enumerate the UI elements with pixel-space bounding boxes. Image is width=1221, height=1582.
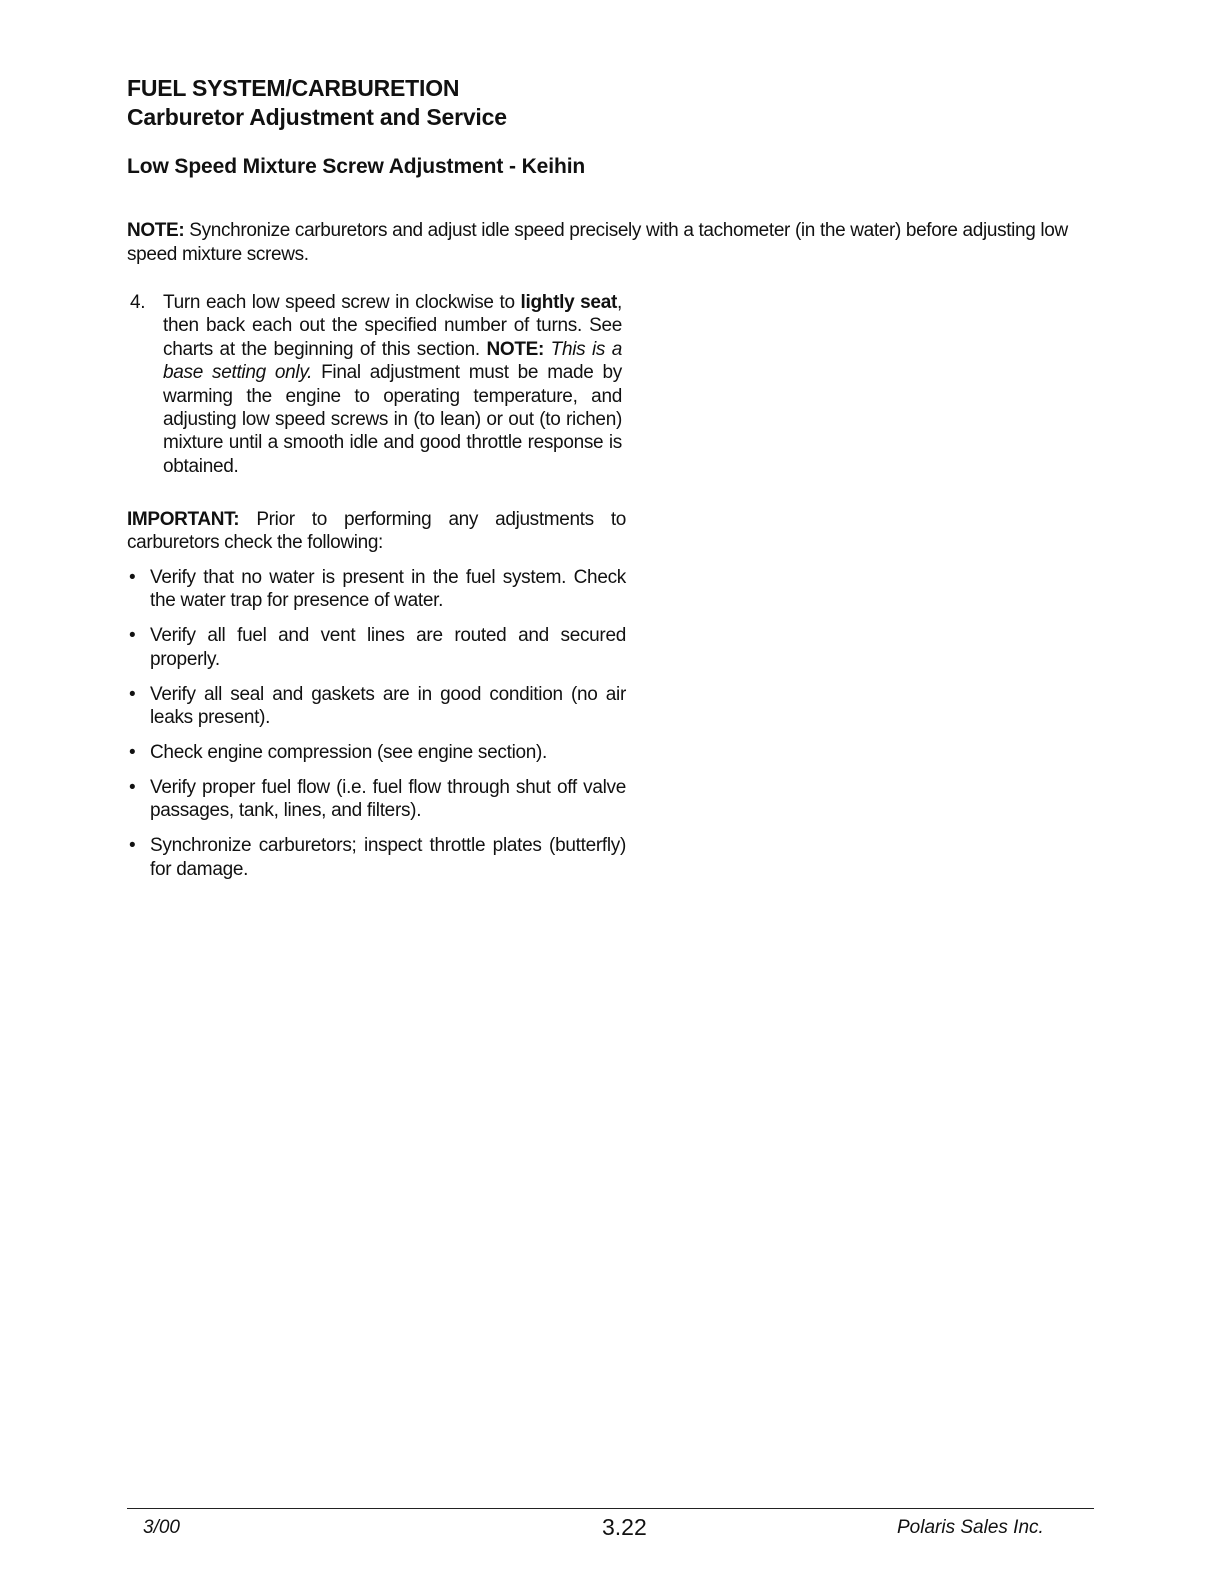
important-note [127, 508, 626, 555]
step-number: 4. [130, 292, 146, 313]
important-label: IMPORTANT: [127, 509, 240, 530]
bullet-icon: • [129, 625, 136, 647]
step-note-italic: This is a base setting only. [163, 338, 622, 384]
note-text: Synchronize carburetors and adjust idle speed precisely with a tachometer (in the water) before adjusting low speed mixture screws. [127, 220, 1068, 265]
sync-note [127, 219, 1107, 266]
footer-date: 3/00 [143, 1517, 180, 1538]
bullet-icon: • [129, 683, 136, 705]
bullet-icon: • [129, 835, 136, 857]
step-bold: lightly seat [520, 292, 617, 313]
procedure-heading: Low Speed Mixture Screw Adjustment - Keihin [127, 155, 586, 178]
step-text-b: , then back each out the specified number of turns. See charts at the beginning of this section. [163, 292, 622, 360]
note-label: NOTE: [127, 220, 185, 241]
list-item: • Check engine compression (see engine section). [129, 741, 548, 763]
bullet-icon: • [129, 741, 136, 763]
footer-divider [127, 1508, 1094, 1509]
list-item: • Synchronize carburetors; inspect throttle plates (butterfly) for damage. [129, 835, 626, 880]
bullet-icon: • [129, 776, 136, 798]
list-item: • Verify proper fuel flow (i.e. fuel flow through shut off valve passages, tank, lines, and filters). [129, 776, 626, 822]
step-note-text: Final adjustment must be made by warming the engine to operating temperature, and adjusting low speed screws in (to lean) or out (to richen) mixture until a smooth idle and good throttle response is obtained. [163, 362, 622, 477]
step-note-label: NOTE: [486, 338, 545, 360]
list-item: • Verify all fuel and vent lines are routed and secured properly. [129, 625, 626, 670]
list-item: • Verify all seal and gaskets are in good condition (no air leaks present). [129, 683, 626, 729]
list-item: • Verify that no water is present in the fuel system. Check the water trap for presence of water. [129, 567, 626, 612]
checklist [127, 566, 626, 892]
page-number: 3.22 [602, 1514, 647, 1540]
step-body [163, 291, 622, 478]
section-title: FUEL SYSTEM/CARBURETION [127, 75, 460, 101]
important-text: Prior to performing any adjustments to carburetors check the following: [127, 509, 626, 554]
bullet-icon: • [129, 567, 136, 588]
footer-company: Polaris Sales Inc. [897, 1517, 1044, 1538]
step-4 [127, 291, 622, 478]
step-text-a: Turn each low speed screw in clockwise to [163, 292, 521, 313]
subsection-title: Carburetor Adjustment and Service [127, 104, 507, 130]
